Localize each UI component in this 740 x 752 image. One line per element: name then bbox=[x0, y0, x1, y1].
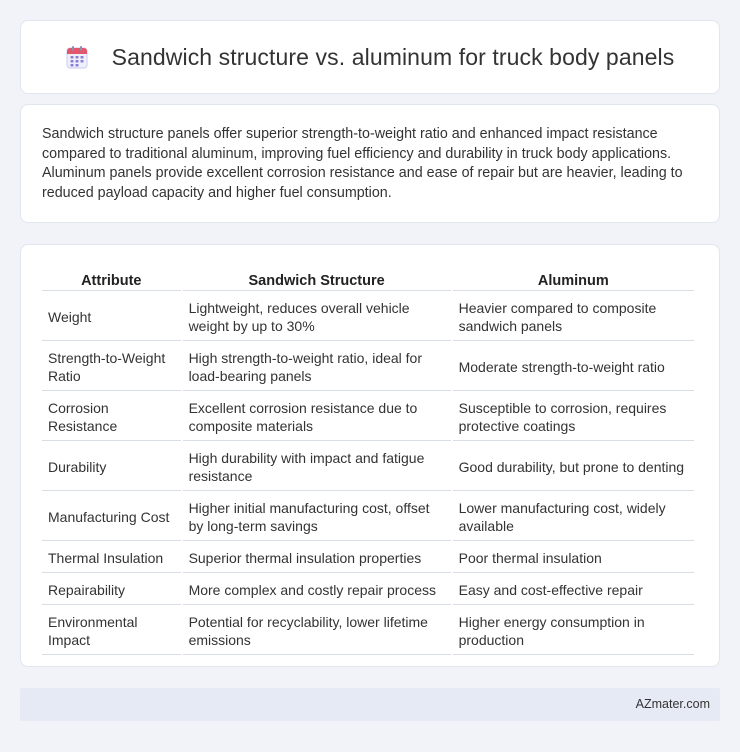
footer-bar bbox=[20, 688, 720, 721]
footer-brand[interactable]: AZmater.com bbox=[635, 697, 710, 711]
title-card bbox=[20, 20, 720, 94]
table-row bbox=[42, 607, 694, 655]
intro-card bbox=[20, 104, 720, 223]
cell-attribute: Weight bbox=[42, 293, 181, 341]
table-row bbox=[42, 493, 694, 541]
cell-attribute: Corrosion Resistance bbox=[42, 393, 181, 441]
cell-attribute: Environmental Impact bbox=[42, 607, 181, 655]
cell-aluminum: Heavier compared to composite sandwich panels bbox=[453, 293, 694, 341]
table-row bbox=[42, 575, 694, 605]
cell-sandwich: Lightweight, reduces overall vehicle weight by up to 30% bbox=[183, 293, 451, 341]
cell-sandwich: Excellent corrosion resistance due to composite materials bbox=[183, 393, 451, 441]
cell-aluminum: Susceptible to corrosion, requires protective coatings bbox=[453, 393, 694, 441]
cell-sandwich: Superior thermal insulation properties bbox=[183, 543, 451, 573]
cell-sandwich: High strength-to-weight ratio, ideal for load-bearing panels bbox=[183, 343, 451, 391]
table-row bbox=[42, 293, 694, 341]
table-row bbox=[42, 443, 694, 491]
header-attribute: Attribute bbox=[42, 267, 181, 291]
cell-attribute: Durability bbox=[42, 443, 181, 491]
table-header-row bbox=[42, 267, 694, 291]
table-row bbox=[42, 543, 694, 573]
cell-attribute: Repairability bbox=[42, 575, 181, 605]
cell-sandwich: Potential for recyclability, lower lifetime emissions bbox=[183, 607, 451, 655]
cell-attribute: Manufacturing Cost bbox=[42, 493, 181, 541]
calendar-icon bbox=[66, 45, 88, 69]
cell-sandwich: More complex and costly repair process bbox=[183, 575, 451, 605]
header-aluminum: Aluminum bbox=[453, 267, 694, 291]
cell-attribute: Strength-to-Weight Ratio bbox=[42, 343, 181, 391]
table-row bbox=[42, 393, 694, 441]
comparison-table bbox=[40, 265, 696, 657]
intro-text: Sandwich structure panels offer superior strength-to-weight ratio and enhanced impact resistance compared to traditional aluminum, improving fuel efficiency and durability in truck body applications. Aluminum panels provide excellent corrosion resistance and ease of repair but are heavier, leading to reduced payload capacity and higher fuel consumption. bbox=[42, 126, 683, 201]
page-title: Sandwich structure vs. aluminum for truck body panels bbox=[111, 43, 675, 70]
cell-aluminum: Higher energy consumption in production bbox=[453, 607, 694, 655]
comparison-table-card bbox=[20, 244, 720, 667]
cell-aluminum: Moderate strength-to-weight ratio bbox=[453, 343, 694, 391]
title-wrap bbox=[66, 44, 675, 71]
cell-aluminum: Easy and cost-effective repair bbox=[453, 575, 694, 605]
header-sandwich-structure: Sandwich Structure bbox=[183, 267, 451, 291]
cell-aluminum: Lower manufacturing cost, widely available bbox=[453, 493, 694, 541]
cell-aluminum: Poor thermal insulation bbox=[453, 543, 694, 573]
cell-attribute: Thermal Insulation bbox=[42, 543, 181, 573]
cell-sandwich: High durability with impact and fatigue resistance bbox=[183, 443, 451, 491]
cell-sandwich: Higher initial manufacturing cost, offset by long-term savings bbox=[183, 493, 451, 541]
table-row bbox=[42, 343, 694, 391]
cell-aluminum: Good durability, but prone to denting bbox=[453, 443, 694, 491]
